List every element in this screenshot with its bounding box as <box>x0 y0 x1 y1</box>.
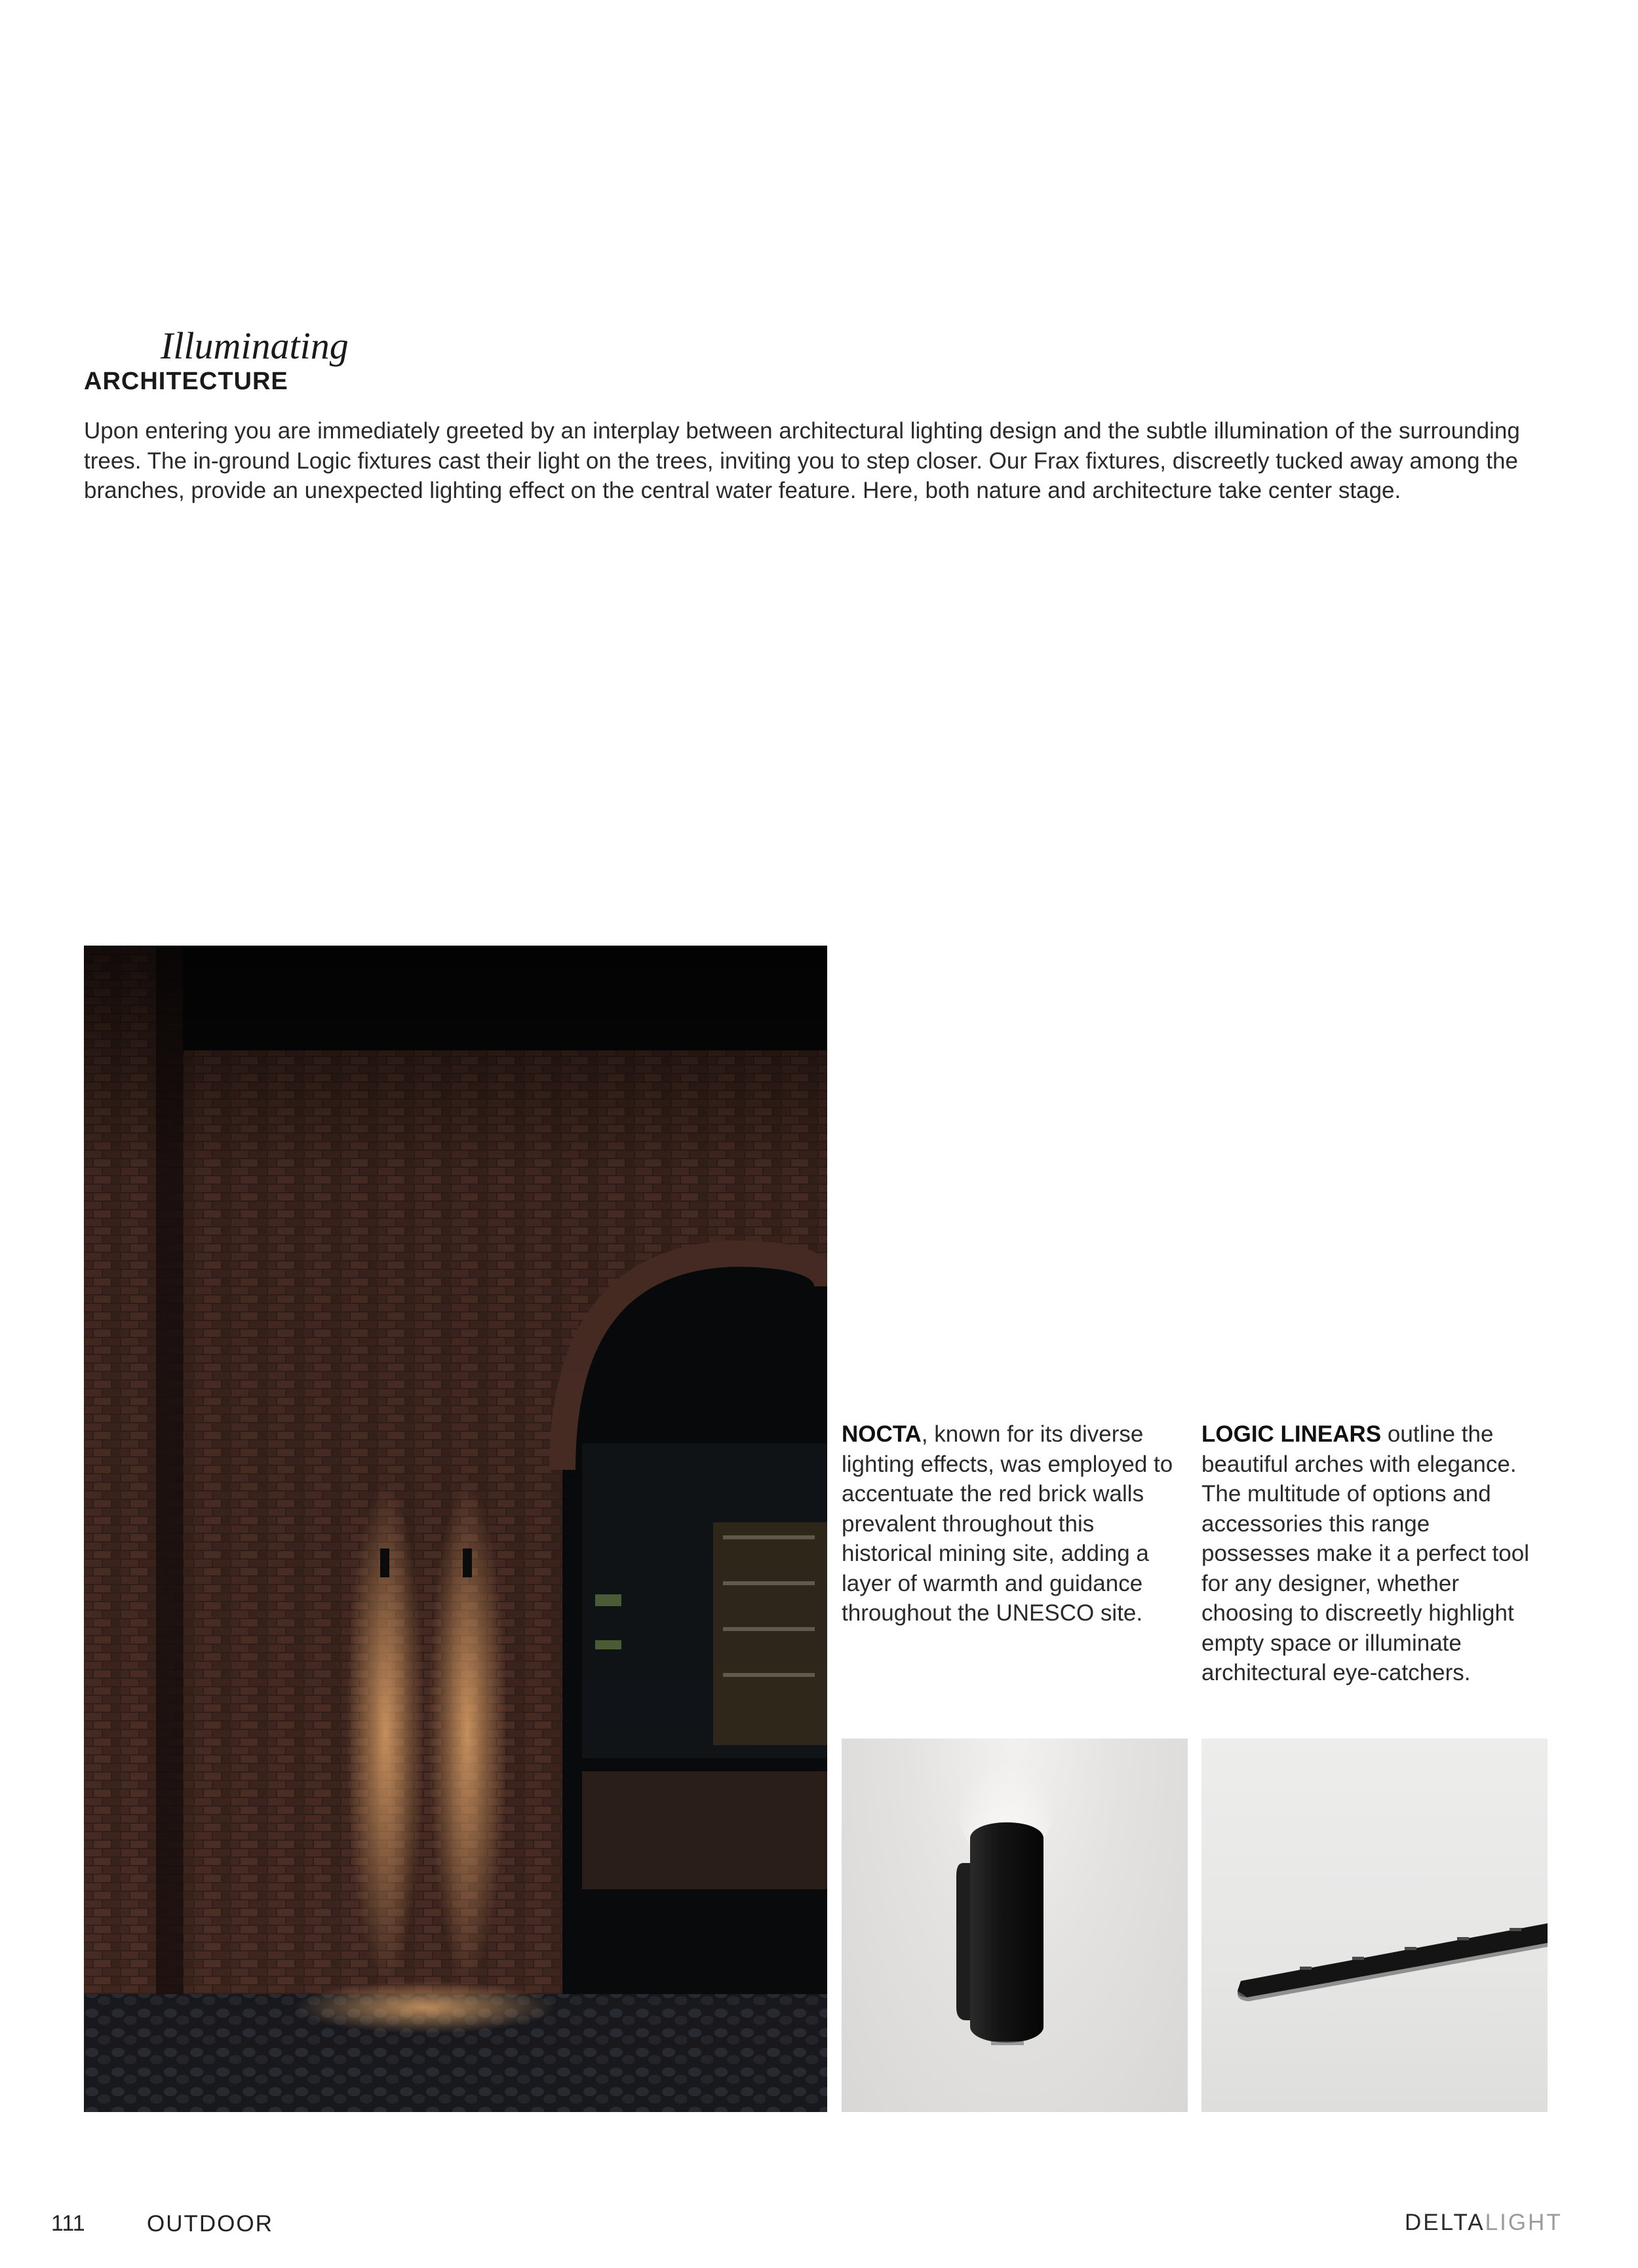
brick-arch-illustration <box>84 946 827 2112</box>
brand-logo-light: LIGHT <box>1485 2210 1563 2235</box>
nocta-name: NOCTA <box>842 1421 922 1447</box>
nocta-fixture-illustration <box>842 1739 1188 2112</box>
brick-arch-photo <box>84 946 827 2112</box>
logic-linears-caption <box>1201 1419 1542 1688</box>
intro-paragraph: Upon entering you are immediately greeted by an interplay between architectural lighting design and the subtle illumination of the surrounding trees. The in-ground Logic fixtures cast their light on the trees, inviting you to step closer. Our Frax fixtures, discreetly tucked away among the branches, provide an unexpected lighting effect on the central water feature. Here, both nature and architecture take center stage. <box>84 418 1520 503</box>
logic-linears-product-photo <box>1201 1739 1548 2112</box>
brand-logo <box>1405 2210 1563 2236</box>
page-title-script: Illuminating <box>161 324 349 367</box>
wall-fixture-left <box>380 1548 389 1577</box>
logic-linears-description: outline the beautiful arches with elegance. The multitude of options and accessories this range possesses make it a perfect tool for any designer, whether choosing to discreetly highlight empty space or illuminate architectural eye-catchers. <box>1201 1421 1529 1685</box>
logic-linear-fixture-illustration <box>1201 1739 1548 2112</box>
logic-linears-name: LOGIC LINEARS <box>1201 1421 1382 1447</box>
brand-logo-bold: DELTA <box>1405 2210 1485 2235</box>
page-title-caps: ARCHITECTURE <box>84 368 288 395</box>
nocta-product-photo <box>842 1739 1188 2112</box>
wall-fixture-right <box>463 1548 472 1577</box>
page-number: 111 <box>51 2211 85 2236</box>
nocta-description: , known for its diverse lighting effects, was employed to accentuate the red brick walls prevalent throughout this historical mining site, adding a layer of warmth and guidance throughout the UNESCO site. <box>842 1421 1173 1626</box>
nocta-caption <box>842 1419 1182 1628</box>
section-label: OUTDOOR <box>147 2211 273 2237</box>
